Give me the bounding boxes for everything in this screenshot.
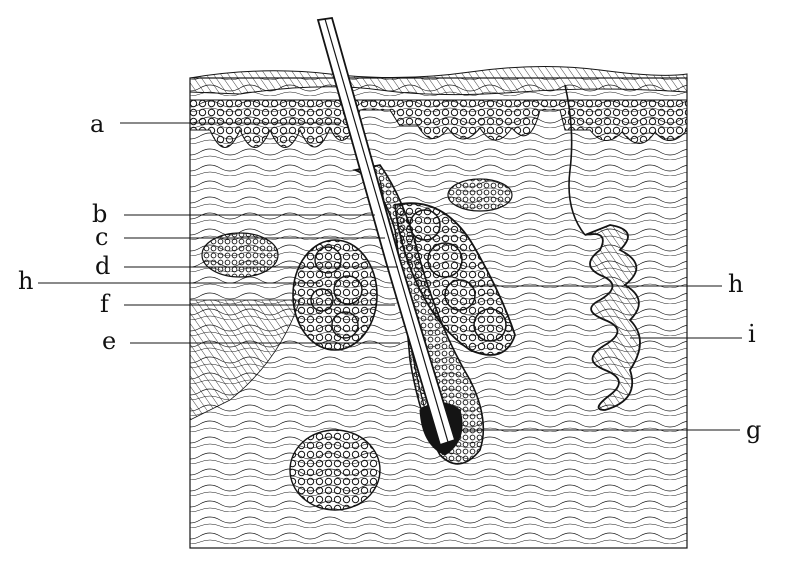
label-g: g <box>746 416 762 444</box>
label-h-left: h <box>18 267 34 295</box>
fat-cluster-upper-left <box>202 233 278 277</box>
fat-cluster-upper-middle <box>448 179 512 211</box>
label-f: f <box>100 290 109 318</box>
fat-cluster-lower <box>290 430 380 510</box>
label-c: c <box>95 223 109 251</box>
label-i: i <box>748 320 756 348</box>
label-h-right: h <box>728 270 744 298</box>
label-d: d <box>95 252 111 280</box>
label-e: e <box>102 327 117 355</box>
sebaceous-gland-left <box>293 240 377 350</box>
label-a: a <box>90 110 105 138</box>
label-b: b <box>92 200 108 228</box>
